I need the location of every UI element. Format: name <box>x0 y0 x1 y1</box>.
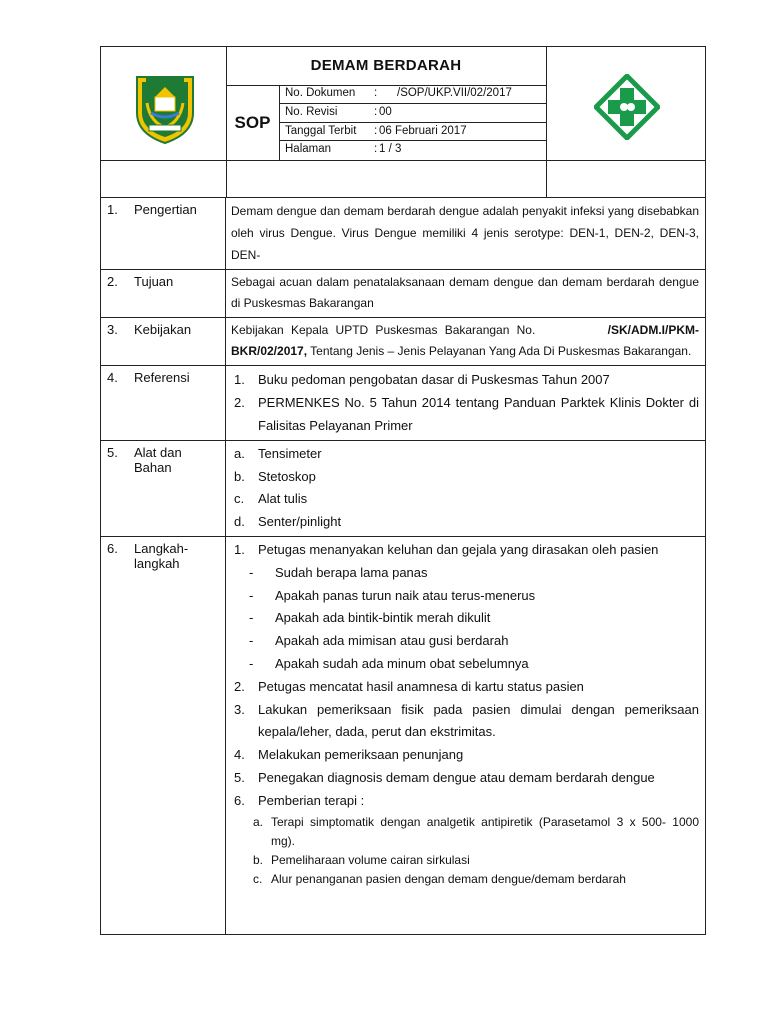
sub-marker: - <box>249 610 254 626</box>
list-marker: 2. <box>234 678 245 694</box>
list-marker: 1. <box>234 542 245 557</box>
therapy-marker: c. <box>253 871 263 886</box>
therapy-text: Alur penanganan pasien dengan demam dengue/demam berdarah <box>271 871 626 886</box>
list-marker: 5. <box>234 769 245 785</box>
sub-text: Apakah sudah ada minum obat sebelumnya <box>275 655 529 671</box>
list-text: Petugas mencatat hasil anamnesa di kartu status pasien <box>258 678 584 694</box>
referensi-list <box>226 366 705 440</box>
list-text: Buku pedoman pengobatan dasar di Puskesmas Tahun 2007 <box>258 372 610 387</box>
pengertian-text: Demam dengue dan demam berdarah dengue adalah penyakit infeksi yang disebabkan oleh virus Dengue. Virus Dengue memiliki 4 jenis serotype: DEN-1, DEN-2, DEN-3, DEN- <box>231 204 699 262</box>
section-number: 3. <box>107 322 118 337</box>
blank-cell <box>101 161 227 197</box>
meta-value: 06 Februari 2017 <box>379 124 467 137</box>
list-text: Lakukan pemeriksaan fisik pada pasien dimulai dengan pemeriksaan kepala/leher, dada, perut dan ekstrimitas. <box>258 701 699 740</box>
section-label: Tujuan <box>134 274 174 289</box>
right-logo-cell <box>546 47 705 160</box>
sub-text: Apakah panas turun naik atau terus-menerus <box>275 587 536 603</box>
meta-separator: : <box>374 143 378 156</box>
regency-emblem-icon <box>133 73 197 145</box>
list-marker: 3. <box>234 701 245 717</box>
therapy-text: Terapi simptomatik dengan analgetik antipiretik (Parasetamol 3 x 500- 1000 mg). <box>271 814 699 848</box>
list-item <box>231 511 699 534</box>
list-item <box>231 790 699 813</box>
langkah-list <box>226 537 705 934</box>
list-marker: 6. <box>234 792 245 808</box>
list-text: Penegakan diagnosis demam dengue atau demam berdarah dengue <box>258 769 655 785</box>
list-item <box>231 539 699 562</box>
sub-marker: - <box>249 655 254 671</box>
therapy-item <box>231 813 699 851</box>
sub-item <box>231 630 699 653</box>
section-label-cell <box>101 441 226 536</box>
list-marker: 2. <box>234 395 245 410</box>
therapy-marker: b. <box>253 852 264 867</box>
meta-separator: : <box>374 124 378 137</box>
list-text: Tensimeter <box>258 446 322 461</box>
document-meta <box>279 85 546 160</box>
meta-label: No. Dokumen <box>285 87 356 99</box>
meta-row-no-revisi <box>279 104 546 123</box>
section-label: Kebijakan <box>134 322 192 337</box>
meta-value: 1 / 3 <box>379 143 402 156</box>
sub-item <box>231 585 699 608</box>
left-logo-cell <box>101 47 227 160</box>
sub-text: Sudah berapa lama panas <box>275 564 428 580</box>
sub-item <box>231 607 699 630</box>
list-text: Senter/pinlight <box>258 513 342 529</box>
row-alat-bahan <box>101 440 705 536</box>
sub-item <box>231 562 699 585</box>
meta-label: Halaman <box>285 143 332 156</box>
meta-separator: : <box>374 87 378 99</box>
list-item <box>231 391 699 437</box>
alat-list <box>226 441 705 536</box>
list-marker: c. <box>234 491 245 506</box>
meta-label: No. Revisi <box>285 105 338 118</box>
document-title: DEMAM BERDARAH <box>226 47 546 86</box>
therapy-marker: a. <box>253 814 264 829</box>
sub-text: Apakah ada bintik-bintik merah dikulit <box>275 610 491 626</box>
row-langkah-langkah <box>101 536 705 934</box>
list-text: Pemberian terapi : <box>258 792 365 808</box>
list-item <box>231 699 699 745</box>
kebijakan-text <box>226 318 705 365</box>
puskesmas-logo-icon <box>594 74 660 140</box>
list-item <box>231 744 699 767</box>
list-marker: 1. <box>234 372 245 387</box>
header-middle <box>226 47 547 160</box>
sub-marker: - <box>249 587 254 603</box>
kebijakan-text-part: Tentang Jenis – Jenis Pelayanan Yang Ada Di Puskesmas Bakarangan. <box>307 344 692 358</box>
section-label: Langkah-langkah <box>134 541 189 571</box>
meta-value: /SOP/UKP.VII/02/2017 <box>397 87 512 99</box>
section-number: 6. <box>107 541 118 556</box>
sub-item <box>231 653 699 676</box>
section-label: Referensi <box>134 370 190 385</box>
kebijakan-text-part: Kebijakan Kepala UPTD Puskesmas Bakarangan No. <box>231 323 536 337</box>
list-item <box>231 443 699 466</box>
list-item <box>231 676 699 699</box>
sop-header <box>100 46 706 198</box>
meta-row-halaman <box>279 141 546 160</box>
meta-label: Tanggal Terbit <box>285 124 357 137</box>
header-blank-row <box>101 160 705 197</box>
section-number: 5. <box>107 445 118 460</box>
blank-cell <box>226 161 547 197</box>
section-label-cell <box>101 318 226 365</box>
meta-row-tanggal-terbit <box>279 123 546 142</box>
row-referensi <box>101 365 705 440</box>
list-marker: 4. <box>234 747 245 763</box>
row-kebijakan <box>101 317 705 365</box>
tujuan-text: Sebagai acuan dalam penatalaksanaan demam dengue dan demam berdarah dengue di Puskesmas Bakarangan <box>231 275 699 310</box>
sop-table <box>100 198 706 935</box>
section-number: 1. <box>107 202 118 217</box>
sop-label: SOP <box>226 85 280 160</box>
section-number: 2. <box>107 274 118 289</box>
section-label: Pengertian <box>134 202 197 217</box>
sub-marker: - <box>249 633 254 649</box>
therapy-text: Pemeliharaan volume cairan sirkulasi <box>271 852 470 867</box>
therapy-item <box>231 870 699 889</box>
list-item <box>231 368 699 391</box>
sub-marker: - <box>249 564 254 580</box>
meta-separator: : <box>374 105 378 118</box>
kebijakan-sk-number: /SK/ADM.I/PKM-BKR/02/2017, <box>231 323 700 358</box>
list-marker: a. <box>234 446 245 461</box>
list-text: Alat tulis <box>258 491 308 506</box>
sop-document <box>100 46 706 935</box>
section-number: 4. <box>107 370 118 385</box>
row-tujuan <box>101 269 705 317</box>
list-text: Stetoskop <box>258 468 316 484</box>
therapy-item <box>231 851 699 870</box>
meta-value: 00 <box>379 105 392 118</box>
list-text: Melakukan pemeriksaan penunjang <box>258 747 464 763</box>
section-label-cell <box>101 366 226 440</box>
section-label-cell <box>101 198 226 269</box>
row-pengertian <box>101 198 705 269</box>
list-marker: d. <box>234 513 245 529</box>
section-label: Alat dan Bahan <box>134 445 182 475</box>
list-text: PERMENKES No. 5 Tahun 2014 tentang Panduan Parktek Klinis Dokter di Falisitas Pelayanan Primer <box>258 395 699 433</box>
list-text: Petugas menanyakan keluhan dan gejala yang dirasakan oleh pasien <box>258 542 659 557</box>
section-label-cell <box>101 270 226 317</box>
list-item <box>231 466 699 489</box>
list-marker: b. <box>234 468 245 484</box>
list-item <box>231 488 699 511</box>
list-item <box>231 767 699 790</box>
sub-text: Apakah ada mimisan atau gusi berdarah <box>275 633 509 649</box>
meta-row-no-dokumen <box>279 85 546 104</box>
section-label-cell <box>101 537 226 934</box>
